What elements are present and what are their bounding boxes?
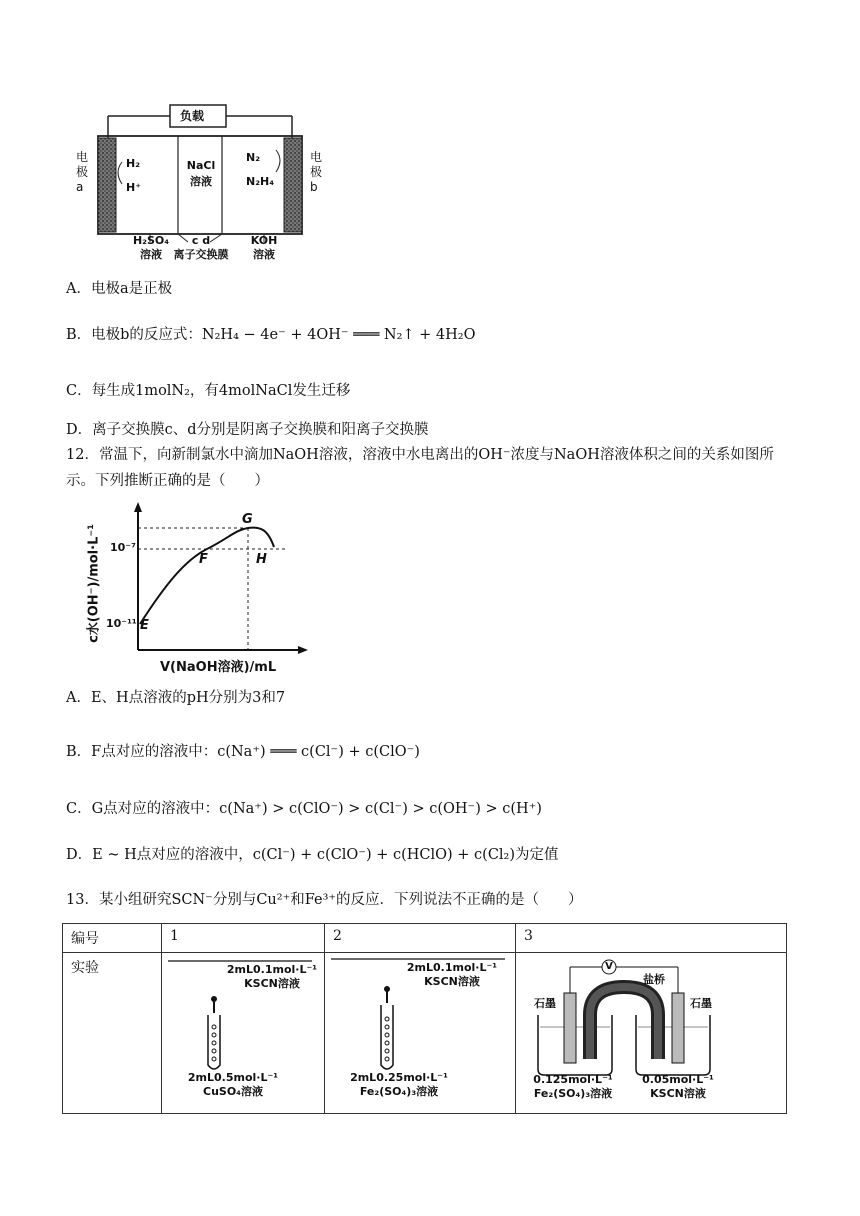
table-row-label: 实验 — [63, 953, 162, 1114]
table-number-3: 3 — [516, 924, 787, 953]
experiment-1-cell — [162, 953, 325, 1114]
oh-concentration-graph — [70, 500, 310, 675]
graph-drawing — [70, 500, 310, 675]
exp1-reagent-top: 2mL0.1mol·L⁻¹ KSCN溶液 — [226, 963, 318, 990]
q11-option-d: D．离子交换膜c、d分别是阴离子交换膜和阳离子交换膜 — [66, 422, 429, 438]
graph-ytick-top: 10⁻⁷ — [110, 541, 136, 554]
exp3-left-solution: 0.125mol·L⁻¹ Fe₂(SO₄)₃溶液 — [533, 1073, 613, 1100]
q12-option-c: C．G点对应的溶液中：c(Na⁺) > c(ClO⁻) > c(Cl⁻) > c(OH⁻) > c(H⁺) — [66, 801, 542, 817]
left-chamber-species: H₂ H⁺ — [126, 157, 142, 194]
electrode-b-label: 电 极 b — [310, 150, 323, 194]
exp2-reagent-bottom: 2mL0.25mol·L⁻¹ Fe₂(SO₄)₃溶液 — [350, 1071, 448, 1098]
point-f-label: F — [199, 552, 208, 567]
electrode-a-label: 电 极 a — [76, 150, 89, 194]
exp2-reagent-top: 2mL0.1mol·L⁻¹ KSCN溶液 — [406, 961, 498, 988]
table-col-header: 编号 — [63, 924, 162, 953]
bottom-left-label: H₂SO₄ 溶液 — [132, 234, 170, 261]
voltmeter-label: V — [605, 961, 613, 972]
load-label: 负载 — [180, 109, 205, 123]
q11-option-c: C．每生成1molN₂，有4molNaCl发生迁移 — [66, 383, 351, 399]
table-number-1: 1 — [162, 924, 325, 953]
q12-option-d: D．E ~ H点对应的溶液中，c(Cl⁻) + c(ClO⁻) + c(HClO) + c(Cl₂)为定值 — [66, 847, 559, 863]
point-h-label: H — [256, 552, 267, 567]
middle-chamber-label: NaCl 溶液 — [186, 159, 216, 188]
q12-stem: 12．常温下，向新制氯水中滴加NaOH溶液，溶液中水电离出的OH⁻浓度与NaOH溶液体积之间的关系如图所示。下列推断正确的是（ ） — [66, 447, 774, 489]
right-chamber-species: N₂ N₂H₄ — [246, 151, 275, 188]
q11-option-a: A．电极a是正极 — [66, 281, 173, 297]
q11-option-b: B．电极b的反应式：N₂H₄ − 4e⁻ + 4OH⁻ ═══ N₂↑ + 4H₂O — [66, 327, 476, 343]
experiment-2-cell — [325, 953, 516, 1114]
point-g-label: G — [242, 512, 253, 527]
left-electrode-label: 石墨 — [534, 997, 556, 1010]
cell-diagram — [70, 100, 330, 265]
table-number-2: 2 — [325, 924, 516, 953]
q12-option-b: B．F点对应的溶液中：c(Na⁺) ═══ c(Cl⁻) + c(ClO⁻) — [66, 744, 420, 760]
q12-option-a: A．E、H点溶液的pH分别为3和7 — [66, 690, 286, 706]
graph-xlabel: V(NaOH溶液)/mL — [160, 660, 277, 675]
membrane-label: c d 离子交换膜 — [173, 234, 229, 261]
graph-ylabel: c水(OH⁻)/mol·L⁻¹ — [86, 524, 102, 643]
exp3-right-solution: 0.05mol·L⁻¹ KSCN溶液 — [642, 1073, 714, 1100]
graph-ytick-bottom: 10⁻¹¹ — [106, 617, 137, 630]
exp1-reagent-bottom: 2mL0.5mol·L⁻¹ CuSO₄溶液 — [187, 1071, 279, 1098]
right-electrode-label: 石墨 — [690, 997, 712, 1010]
experiment-table — [62, 923, 787, 1114]
point-e-label: E — [140, 618, 149, 633]
q13-stem: 13．某小组研究SCN⁻分别与Cu²⁺和Fe³⁺的反应．下列说法不正确的是（ ） — [66, 892, 583, 908]
experiment-3-cell — [516, 953, 787, 1114]
salt-bridge-label: 盐桥 — [643, 973, 665, 986]
bottom-right-label: KOH 溶液 — [250, 234, 278, 261]
